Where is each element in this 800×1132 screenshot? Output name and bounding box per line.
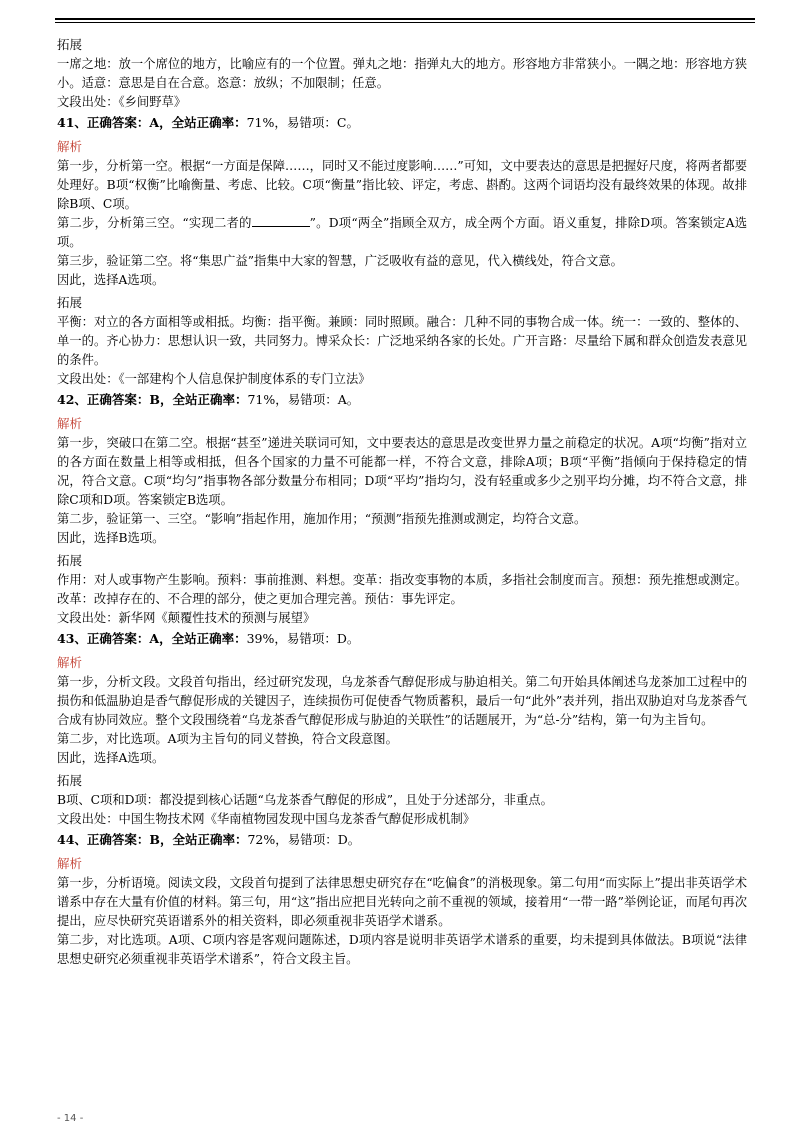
- accuracy-rate: 72%，易错项：D。: [247, 832, 361, 847]
- paragraph: 第二步，分析第三空。“实现二者的 ”。D项“两全”指顾全双方，成全两个方面。语义重复，排除D项。答案锁定A选项。: [57, 216, 747, 249]
- paragraph: 第一步，分析文段。文段首句指出，经过研究发现，乌龙茶香气醇促形成与胁迫相关。第二句开始具体阐述乌龙茶加工过程中的损伤和低温胁迫是香气醇促形成的关键因子，连续损伤可促使香气物质蓄积，最后一句“此外”表并列，指出双胁迫对乌龙茶香气合成有协同效应。整个文段围绕着“乌龙茶香气醇促形成与胁迫的关联性”的话题展开，为“总-分”结构，第一句为主旨句。: [57, 675, 747, 727]
- paragraph: 第二步，验证第一、三空。“影响”指起作用，施加作用；“预测”指预先推测或测定，均符合文意。: [57, 512, 587, 526]
- section-label-analysis: 解析: [57, 856, 83, 871]
- answer-line: [57, 112, 747, 134]
- paragraph: 作用：对人或事物产生影响。预料：事前推测、料想。变革：指改变事物的本质，多指社会制度而言。预想：预先推想或测定。改革：改掉存在的、不合理的部分，使之更加合理完善。预估：事先评定。: [57, 573, 747, 606]
- document-body: [57, 32, 747, 969]
- accuracy-rate: 71%，易错项：A。: [247, 392, 360, 407]
- paragraph: 文段出处：新华网《颠覆性技术的预测与展望》: [57, 611, 316, 625]
- answer-line: [57, 389, 747, 411]
- section-label-analysis: 解析: [57, 655, 83, 670]
- header-rule-thin: [55, 22, 755, 23]
- answer-label: 43、正确答案：A，全站正确率：: [57, 631, 247, 646]
- paragraph: 因此，选择B选项。: [57, 531, 165, 545]
- answer-line: [57, 628, 747, 650]
- section-label-extension: 拓展: [57, 37, 83, 52]
- paragraph: B项、C项和D项：都没提到核心话题“乌龙茶香气醇促的形成”，且处于分述部分，非重点。: [57, 793, 553, 807]
- paragraph: 第一步，突破口在第二空。根据“甚至”递进关联词可知，文中要表达的意思是改变世界力量之前稳定的状况。A项“均衡”指对立的各方面在数量上相等或相抵，但各个国家的力量不可能都一样，不符合文意，排除A项；B项“平衡”指倾向于保持稳定的情况，符合文意。C项“均匀”指事物各部分数量分布相同；D项“平均”指均匀，没有轻重或多少之别平均分摊，均不符合文意，排除C项和D项。答案锁定B选项。: [57, 436, 747, 507]
- section-label-extension: 拓展: [57, 773, 83, 788]
- paragraph: 第一步，分析语境。阅读文段，文段首句提到了法律思想史研究存在“吃偏食”的消极现象。第二句用“而实际上”提出非英语学术谱系中存在大量有价值的材料。第三句，用“这”指出应把目光转向之前不重视的领域，接着用“一带一路”举例论证，而尾句再次提出，应尽快研究英语谱系外的相关资料，即必须重视非英语学术谱系。: [57, 876, 747, 928]
- paragraph: 第三步，验证第二空。将“集思广益”指集中大家的智慧，广泛吸收有益的意见，代入横线处，符合文意。: [57, 254, 623, 268]
- answer-label: 42、正确答案：B，全站正确率：: [57, 392, 248, 407]
- paragraph: 一席之地：放一个席位的地方，比喻应有的一个位置。弹丸之地：指弹丸大的地方。形容地方非常狭小。一隅之地：形容地方狭小。适意：意思是自在合意。恣意：放纵；不加限制；任意。: [57, 57, 747, 90]
- answer-label: 41、正确答案：A，全站正确率：: [57, 115, 247, 130]
- paragraph: 第一步，分析第一空。根据“一方面是保障……，同时又不能过度影响……”可知，文中要表达的意思是把握好尺度，将两者都要处理好。B项“权衡”比喻衡量、考虑、比较。C项“衡量”指比较、评定，考虑、斟酌。这两个词语均没有最终效果的体现。故排除B项、C项。: [57, 159, 747, 211]
- paragraph: 文段出处：中国生物技术网《华南植物园发现中国乌龙茶香气醇促形成机制》: [57, 812, 476, 826]
- header-rule: [55, 18, 755, 20]
- section-label-analysis: 解析: [57, 416, 83, 431]
- paragraph: 因此，选择A选项。: [57, 273, 165, 287]
- paragraph: 第二步，对比选项。A项为主旨句的同义替换，符合文段意图。: [57, 732, 398, 746]
- paragraph: 文段出处：《乡间野草》: [57, 95, 187, 109]
- section-label-extension: 拓展: [57, 553, 83, 568]
- accuracy-rate: 71%，易错项：C。: [246, 115, 359, 130]
- section-label-extension: 拓展: [57, 295, 83, 310]
- answer-line: [57, 829, 747, 851]
- blank-underline: [252, 215, 310, 227]
- answer-label: 44、正确答案：B，全站正确率：: [57, 832, 248, 847]
- paragraph: 文段出处：《一部建构个人信息保护制度体系的专门立法》: [57, 372, 371, 386]
- paragraph: 平衡：对立的各方面相等或相抵。均衡：指平衡。兼顾：同时照顾。融合：几种不同的事物合成一体。统一：一致的、整体的、单一的。齐心协力：思想认识一致，共同努力。博采众长：广泛地采纳各家的长处。广开言路：尽量给下属和群众创造发表意见的条件。: [57, 315, 747, 367]
- paragraph: 因此，选择A选项。: [57, 751, 165, 765]
- section-label-analysis: 解析: [57, 139, 83, 154]
- page-number: - 14 -: [57, 1113, 84, 1124]
- accuracy-rate: 39%，易错项：D。: [246, 631, 360, 646]
- paragraph: 第二步，对比选项。A项、C项内容是客观问题陈述，D项内容是说明非英语学术谱系的重要，均未提到具体做法。B项说“法律思想史研究必须重视非英语学术谱系”，符合文段主旨。: [57, 933, 747, 966]
